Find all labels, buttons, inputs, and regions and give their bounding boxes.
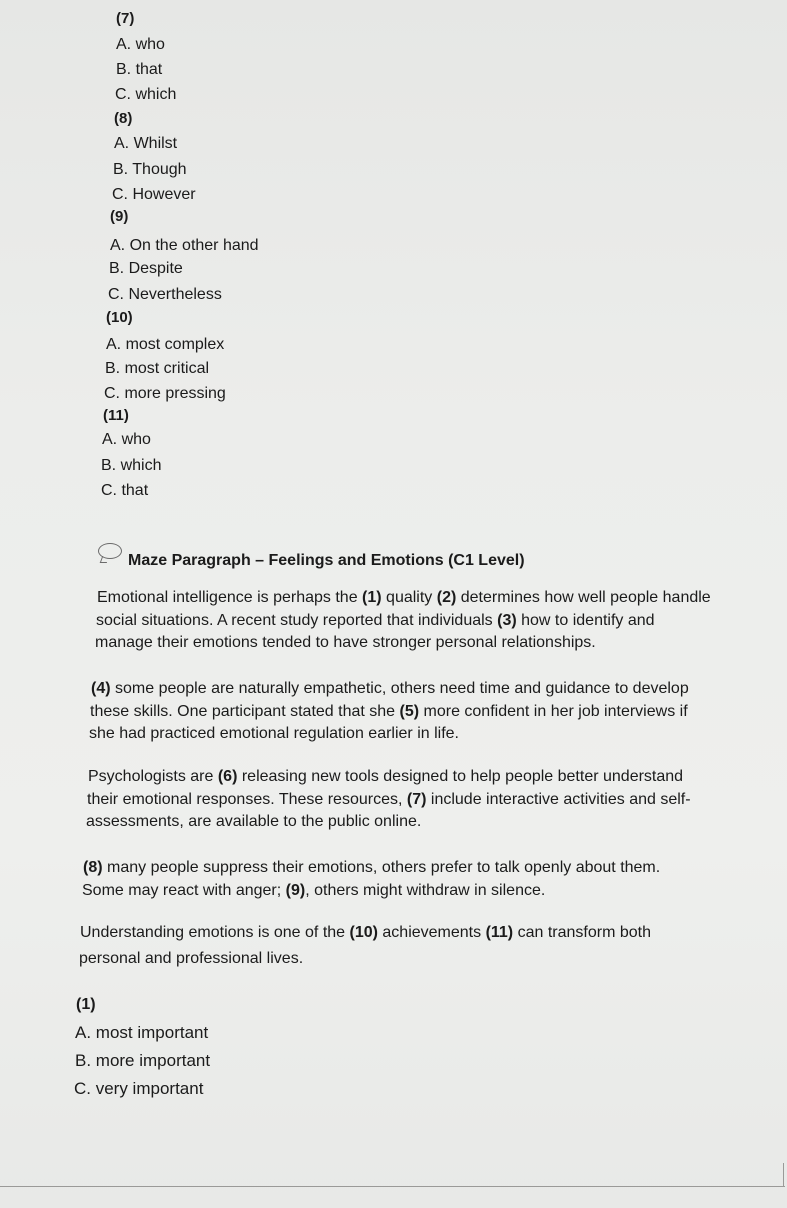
paragraph-4-line-1 (83, 857, 660, 880)
question-9-option-b: B. Despite (109, 260, 183, 277)
speech-bubble-icon (98, 543, 122, 559)
blank-marker-1: (1) (362, 589, 382, 606)
blank-marker-6: (6) (217, 768, 238, 785)
question-8-option-a: A. Whilst (114, 135, 178, 152)
paragraph-4 (83, 857, 660, 902)
paragraph-5 (80, 922, 651, 970)
text-span: Psychologists are (88, 768, 218, 785)
text-span: , others might withdraw in silence. (305, 881, 546, 899)
question-1-option-a: A. most important (75, 1023, 209, 1042)
paragraph-1-line-2 (96, 610, 711, 633)
question-11-option-a: A. who (102, 431, 151, 448)
paragraph-5-line-2: personal and professional lives. (79, 949, 304, 967)
paragraph-5-line-1 (80, 922, 651, 945)
blank-marker-3: (3) (497, 611, 517, 629)
question-8-option-b: B. Though (113, 161, 187, 178)
text-span: their emotional responses. These resources, (87, 790, 407, 808)
question-8-option-c: C. However (112, 186, 196, 203)
text-span: quality (381, 589, 437, 606)
text-span: some people are naturally empathetic, others need time and guidance to develop (110, 680, 689, 697)
text-span: how to identify and (516, 611, 655, 629)
blank-marker-5: (5) (399, 702, 420, 720)
blank-marker-2: (2) (436, 589, 457, 606)
paragraph-3-line-3: assessments, are available to the public online. (86, 813, 422, 830)
question-9-option-a: A. On the other hand (110, 237, 259, 254)
question-10-option-b: B. most critical (105, 360, 210, 377)
text-span: these skills. One participant stated that she (90, 702, 400, 720)
question-11-option-b: B. which (101, 457, 162, 474)
question-9-option-c: C. Nevertheless (108, 286, 222, 303)
paragraph-2-line-2 (90, 701, 689, 724)
text-span: Understanding emotions is one of the (80, 924, 350, 941)
text-span: include interactive activities and self- (426, 790, 691, 808)
text-span: can transform both (513, 924, 651, 941)
question-11-number: (11) (103, 407, 129, 424)
paragraph-1-line-3: manage their emotions tended to have stronger personal relationships. (95, 634, 596, 651)
question-8-number: (8) (114, 110, 133, 127)
question-10-number: (10) (106, 309, 133, 326)
blank-marker-7: (7) (406, 790, 427, 808)
paragraph-3 (88, 766, 691, 834)
blank-marker-9: (9) (285, 881, 306, 899)
paragraph-1-line-1 (97, 587, 711, 610)
text-span: more confident in her job interviews if (419, 702, 688, 720)
paragraph-2-line-1 (91, 678, 689, 701)
question-7-option-a: A. who (116, 36, 165, 53)
blank-marker-8: (8) (83, 859, 103, 876)
blank-marker-4: (4) (91, 680, 111, 697)
text-span: Some may react with anger; (82, 881, 286, 899)
question-10-option-c: C. more pressing (104, 385, 226, 402)
text-span: many people suppress their emotions, others prefer to talk openly about them. (102, 859, 661, 876)
question-9-number: (9) (110, 208, 129, 225)
paragraph-2-line-3: she had practiced emotional regulation earlier in life. (89, 725, 459, 742)
paragraph-4-line-2 (82, 880, 660, 903)
question-10-option-a: A. most complex (106, 336, 225, 353)
question-7-number: (7) (116, 10, 135, 27)
text-span: social situations. A recent study reported that individuals (96, 611, 498, 629)
question-1-option-c: C. very important (74, 1079, 204, 1098)
blank-marker-11: (11) (485, 924, 514, 941)
question-1-option-b: B. more important (75, 1051, 211, 1070)
paragraph-1 (97, 587, 711, 655)
page-corner-edge (783, 1163, 784, 1187)
blank-marker-10: (10) (349, 924, 378, 941)
question-11-option-c: C. that (101, 482, 149, 499)
paragraph-3-line-1 (88, 766, 691, 789)
bottom-divider (0, 1186, 785, 1187)
text-span: Emotional intelligence is perhaps the (97, 589, 363, 606)
question-1-number: (1) (76, 996, 96, 1013)
paragraph-2 (91, 678, 689, 746)
section-title: Maze Paragraph – Feelings and Emotions (C1 Level) (128, 552, 525, 569)
question-7-option-b: B. that (116, 61, 163, 78)
text-span: releasing new tools designed to help people better understand (237, 768, 684, 785)
question-7-option-c: C. which (115, 86, 177, 103)
text-span: achievements (377, 924, 486, 941)
paragraph-3-line-2 (87, 789, 691, 812)
text-span: determines how well people handle (456, 589, 711, 606)
